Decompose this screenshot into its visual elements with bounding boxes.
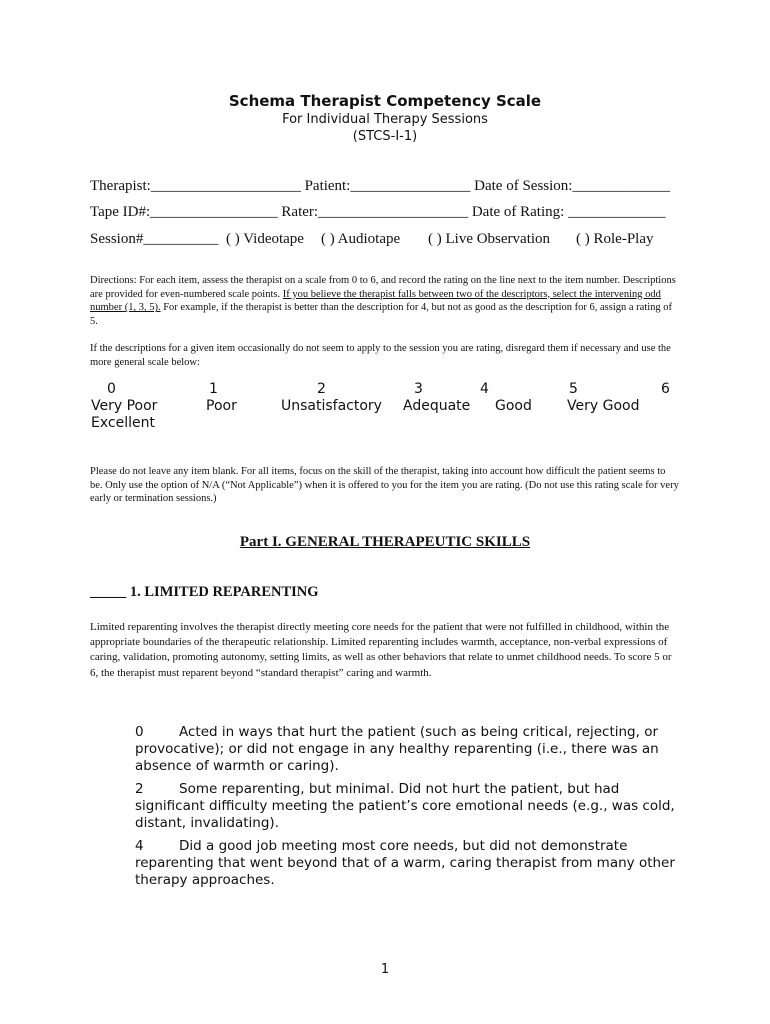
scale-number-0: 0: [107, 381, 116, 397]
directions-paragraph: [90, 274, 680, 328]
directions-example-text: For example, if the therapist is better than the description for 4, but not as good as the description for 6, assign a rating of 5.: [90, 302, 673, 327]
tape-rater-date-row[interactable]: Tape ID#:_________________ Rater:____________________ Date of Rating: _____________: [90, 204, 666, 220]
anchor-number: 2: [135, 781, 144, 797]
directions-text: Directions: For each item, assess the therapist on a scale from 0 to 6, and record the rating on the line next to the item number. Descriptions are provided for even-numbered scale points.: [90, 275, 676, 300]
videotape-option[interactable]: ( ) Videotape: [226, 231, 304, 247]
blank-items-instructions: Please do not leave any item blank. For all items, focus on the skill of the therapist, taking into account how difficult the patient seems to be. Only use the option of N/A (“Not Applicable”) when it is offered to you for the item you are rating. (Do not use this rating scale for very early or termination sessions.): [90, 466, 679, 505]
document-title: Schema Therapist Competency Scale: [228, 92, 542, 110]
anchor-text: Acted in ways that hurt the patient (such as being critical, rejecting, or provocative); or did not engage in any healthy reparenting (i.e., there was an absence of warmth or caring).: [135, 724, 659, 774]
audiotape-option[interactable]: ( ) Audiotape: [321, 231, 401, 247]
anchor-4: [135, 838, 680, 889]
scale-number-6: 6: [661, 381, 670, 397]
part-title: Part I. GENERAL THERAPEUTIC SKILLS: [239, 534, 531, 550]
scale-number-5: 5: [569, 381, 578, 397]
anchor-2: [135, 781, 680, 832]
scale-label-very-good: Very Good: [567, 398, 640, 414]
scale-number-3: 3: [414, 381, 423, 397]
document-subtitle: For Individual Therapy Sessions: [282, 112, 488, 127]
directions-underlined-text: If you believe the therapist falls between two of the descriptors, select the intervening odd number (1, 3, 5).: [90, 288, 661, 314]
scale-number-4: 4: [480, 381, 489, 397]
general-scale-instructions: If the descriptions for a given item occasionally do not seem to apply to the session you are rating, disregard them if necessary and use the more general scale below:: [90, 343, 671, 368]
scale-label-good: Good: [495, 398, 532, 414]
live-observation-option[interactable]: ( ) Live Observation: [428, 231, 551, 247]
scale-number-2: 2: [317, 381, 326, 397]
anchor-text: Some reparenting, but minimal. Did not hurt the patient, but had significant difficulty meeting the patient’s core emotional needs (e.g., was cold, distant, invalidating).: [135, 781, 675, 831]
item-1-description: Limited reparenting involves the therapist directly meeting core needs for the patient that were not fulfilled in childhood, within the appropriate boundaries of the therapeutic relationship. Limited reparenting includes warmth, acceptance, non-verbal expressions of caring, validation, promoting autonomy, setting limits, as well as other behaviors that relate to unmet childhood needs. To score 5 or 6, the therapist must reparent beyond “standard therapist” caring and warmth.: [90, 621, 672, 679]
item-1-title[interactable]: _____ 1. LIMITED REPARENTING: [90, 584, 319, 600]
anchor-number: 4: [135, 838, 144, 854]
anchor-text: Did a good job meeting most core needs, but did not demonstrate reparenting that went beyond that of a warm, caring therapist from many other therapy approaches.: [135, 838, 675, 888]
session-field[interactable]: Session#__________: [90, 231, 219, 247]
anchor-number: 0: [135, 724, 144, 740]
scale-label-poor: Poor: [206, 398, 237, 414]
page-number: 1: [380, 962, 390, 977]
scale-number-1: 1: [209, 381, 218, 397]
therapist-patient-date-row[interactable]: Therapist:____________________ Patient:________________ Date of Session:_____________: [90, 178, 670, 194]
scale-label-very-poor: Very Poor: [91, 398, 158, 414]
scale-label-unsatisfactory: Unsatisfactory: [281, 398, 382, 414]
document-code: (STCS-I-1): [352, 129, 418, 144]
role-play-option[interactable]: ( ) Role-Play: [576, 231, 654, 247]
scale-label-adequate: Adequate: [403, 398, 471, 414]
scale-label-excellent: Excellent: [91, 415, 155, 431]
anchor-0: [135, 724, 680, 775]
